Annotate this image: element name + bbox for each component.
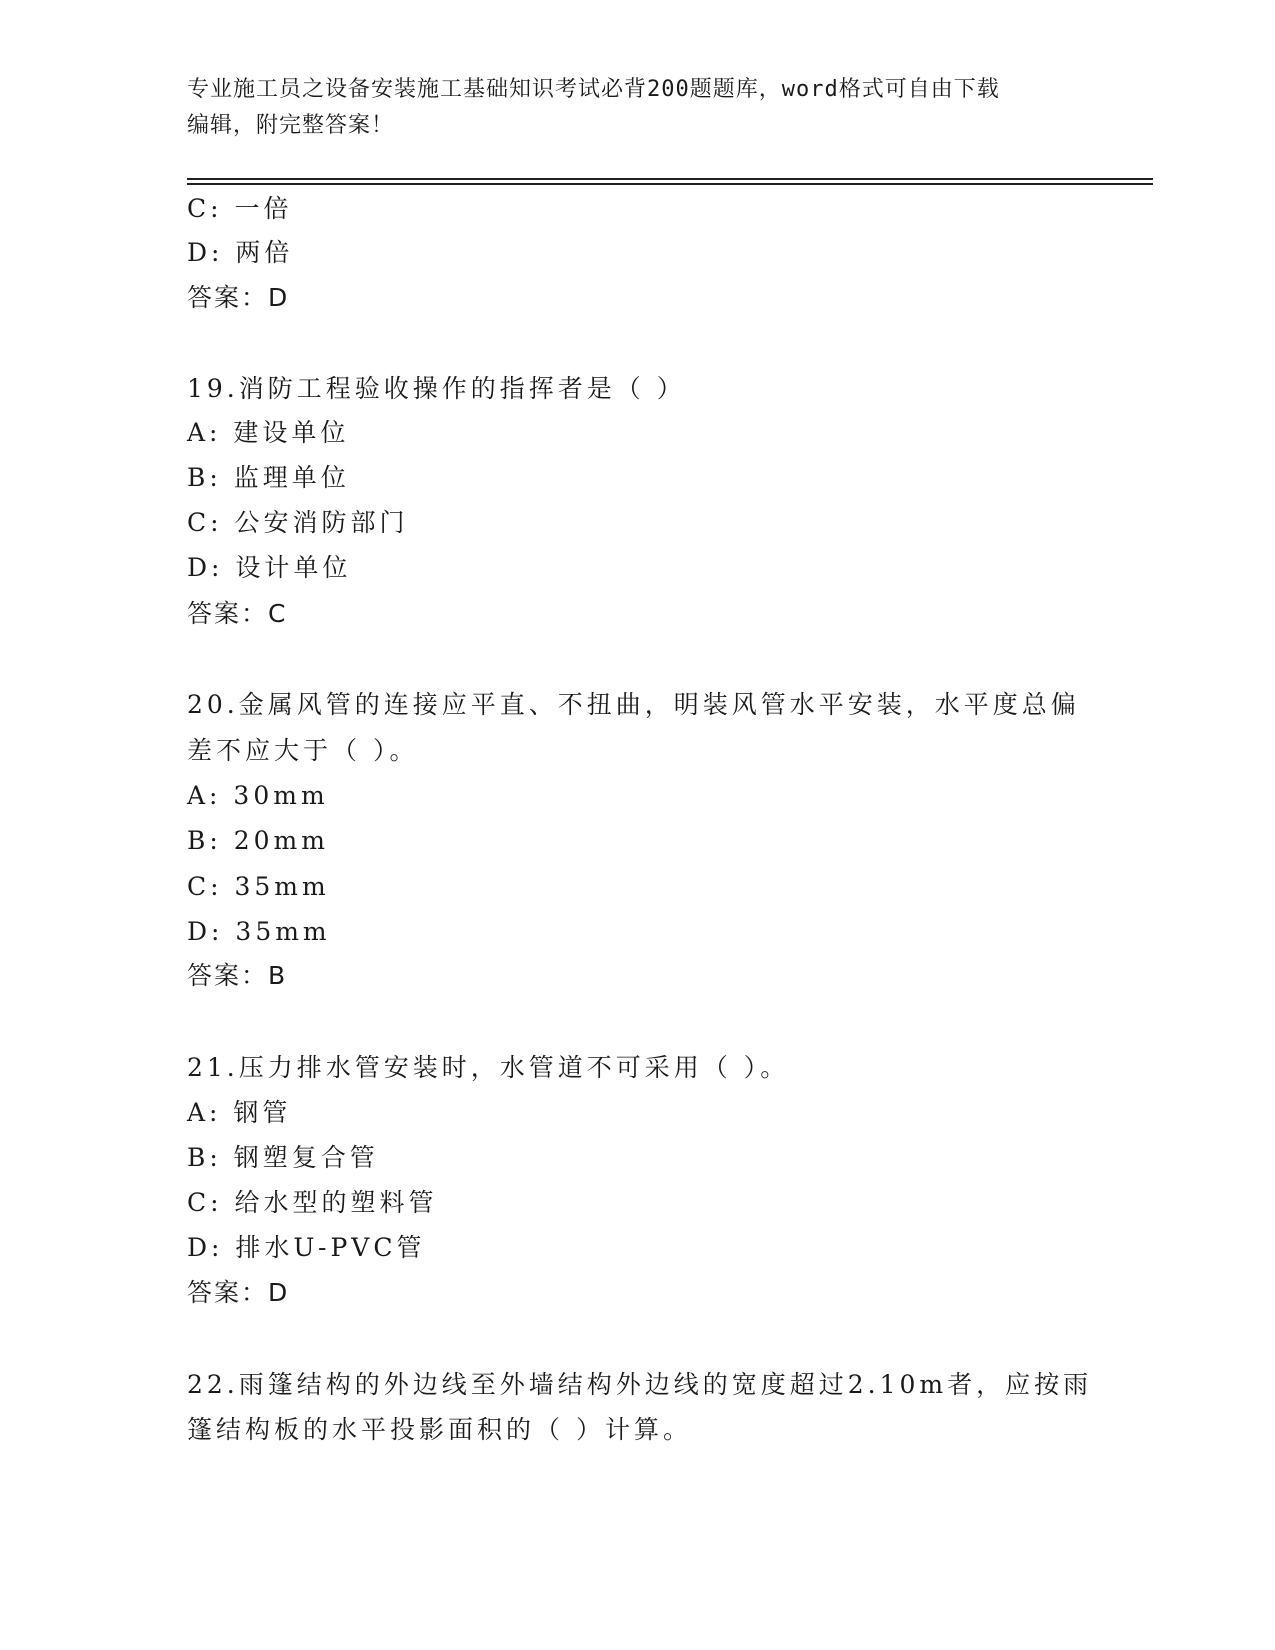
q20-stem-line-2: 差不应大于（ ）。	[187, 736, 419, 765]
q18-option-d: D: 两倍	[187, 238, 294, 267]
q20-option-c: C: 35mm	[187, 872, 330, 901]
q21-option-a: A: 钢管	[187, 1098, 292, 1127]
q19-option-a: A: 建设单位	[187, 418, 350, 447]
q19-stem: 19.消防工程验收操作的指挥者是（ ）	[187, 374, 686, 403]
q20-answer: 答案：B	[187, 961, 288, 990]
q21-option-b: B: 钢塑复合管	[187, 1143, 379, 1172]
q19-option-d: D: 设计单位	[187, 553, 352, 582]
q18-option-c: C: 一倍	[187, 194, 293, 223]
q19-option-b: B: 监理单位	[187, 463, 350, 492]
q20-option-a: A: 30mm	[187, 781, 329, 810]
q19-option-c: C: 公安消防部门	[187, 508, 409, 537]
q20-option-b: B: 20mm	[187, 826, 329, 855]
header-line-2: 编辑，附完整答案！	[187, 113, 395, 138]
q21-stem: 21.压力排水管安装时，水管道不可采用（ ）。	[187, 1053, 790, 1082]
document-header	[187, 72, 1087, 144]
q21-option-d: D: 排水U-PVC管	[187, 1233, 426, 1262]
q18-answer: 答案：D	[187, 283, 290, 312]
q22-stem-line-2: 篷结构板的水平投影面积的（ ）计算。	[187, 1415, 692, 1444]
q19-answer: 答案：C	[187, 599, 288, 628]
q22-stem-line-1: 22.雨篷结构的外边线至外墙结构外边线的宽度超过2.10m者，应按雨	[187, 1370, 1093, 1399]
q21-option-c: C: 给水型的塑料管	[187, 1188, 438, 1217]
q20-option-d: D: 35mm	[187, 917, 331, 946]
header-line-1: 专业施工员之设备安装施工基础知识考试必背200题题库，word格式可自由下载	[187, 77, 1000, 102]
q20-stem-line-1: 20.金属风管的连接应平直、不扭曲，明装风管水平安装，水平度总偏	[187, 690, 1080, 719]
header-rule-bottom	[187, 183, 1153, 185]
header-rule-top	[187, 178, 1153, 180]
q21-answer: 答案：D	[187, 1278, 290, 1307]
